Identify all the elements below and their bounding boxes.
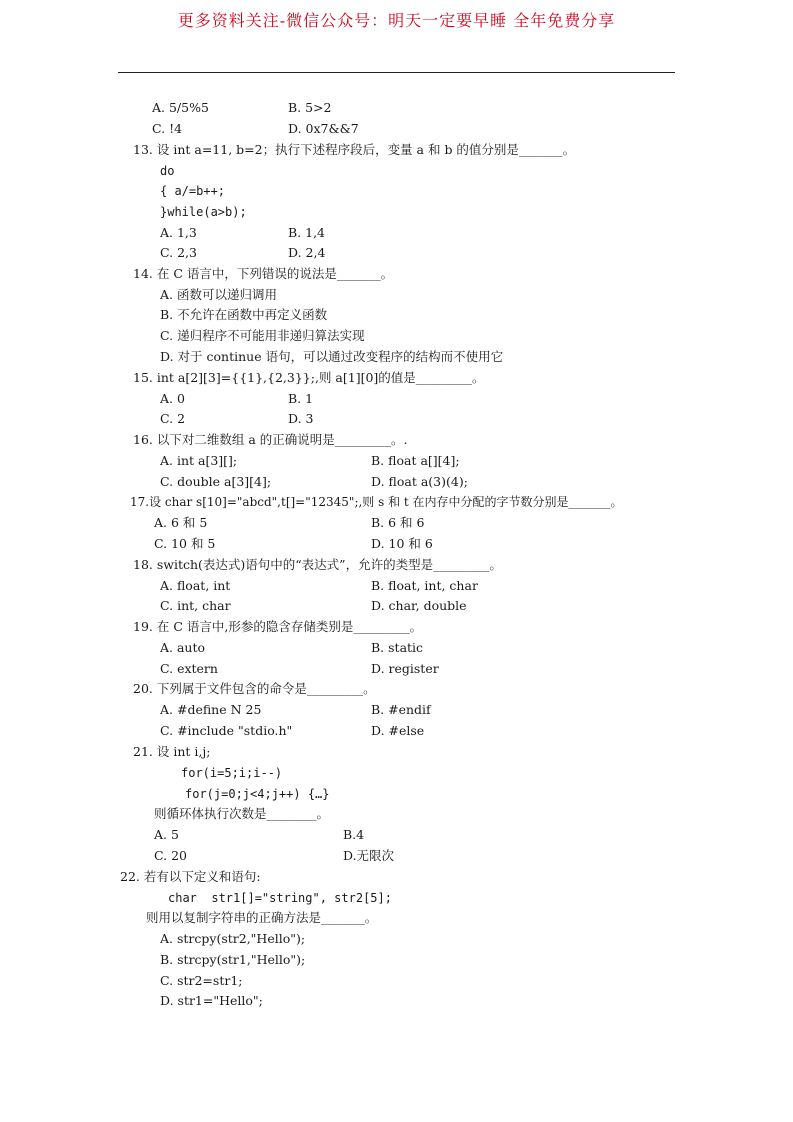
question-tail: 则用以复制字符串的正确方法是_______。 — [146, 910, 378, 925]
option-c: C. str2=str1; — [160, 973, 243, 988]
option-d: D. 2,4 — [288, 245, 326, 260]
option-a: A. int a[3][]; — [160, 453, 238, 468]
code-line: for(i=5;i;i--) — [181, 766, 283, 780]
question-stem: 18. switch(表达式)语句中的“表达式”，允许的类型是_________。 — [133, 557, 502, 572]
code-line: do — [160, 164, 175, 178]
code-line: { a/=b++; — [160, 184, 226, 198]
code-line: }while(a>b); — [160, 205, 247, 219]
option-b: B. 6 和 6 — [371, 515, 425, 530]
option-b: B.4 — [343, 827, 365, 842]
option-a: A. strcpy(str2,"Hello"); — [160, 931, 306, 946]
option-c: C. double a[3][4]; — [160, 474, 272, 489]
option-d: D.无限次 — [343, 848, 395, 863]
question-stem: 16. 以下对二维数组 a 的正确说明是_________。. — [133, 432, 408, 447]
question-stem: 21. 设 int i,j; — [133, 744, 211, 759]
option-a: A. 6 和 5 — [154, 515, 208, 530]
question-stem: 14. 在 C 语言中，下列错误的说法是_______。 — [133, 266, 394, 281]
option-a: A. 函数可以递归调用 — [160, 287, 277, 302]
header-divider — [118, 72, 675, 73]
option-c: C. 递归程序不可能用非递归算法实现 — [160, 328, 365, 343]
option-c: C. 10 和 5 — [154, 536, 216, 551]
option-b: B. strcpy(str1,"Hello"); — [160, 952, 306, 967]
option-b: B. 1 — [288, 391, 314, 406]
option-d: D. 10 和 6 — [371, 536, 433, 551]
option-d: D. char, double — [371, 598, 467, 613]
option-a: A. 0 — [160, 391, 185, 406]
option-d: D. str1="Hello"; — [160, 993, 263, 1008]
option-d: D. 0x7&&7 — [288, 121, 359, 136]
option-a: A. auto — [160, 640, 206, 655]
option-a: A. 1,3 — [160, 225, 197, 240]
question-stem: 15. int a[2][3]={{1},{2,3}};,则 a[1][0]的值是_________。 — [133, 370, 485, 385]
question-stem: 19. 在 C 语言中,形参的隐含存储类别是_________。 — [133, 619, 423, 634]
option-c: C. 20 — [154, 848, 187, 863]
option-b: B. static — [371, 640, 424, 655]
option-b: B. 不允许在函数中再定义函数 — [160, 307, 328, 322]
option-a: A. 5 — [154, 827, 179, 842]
option-b: B. 5>2 — [288, 100, 332, 115]
option-d: D. float a(3)(4); — [371, 474, 468, 489]
option-c: C. int, char — [160, 598, 231, 613]
option-b: B. #endif — [371, 702, 431, 717]
option-d: D. #else — [371, 723, 425, 738]
option-d: D. 对于 continue 语句，可以通过改变程序的结构而不使用它 — [160, 349, 504, 364]
question-stem: 20. 下列属于文件包含的命令是_________。 — [133, 681, 376, 696]
option-b: B. float a[][4]; — [371, 453, 460, 468]
option-c: C. #include "stdio.h" — [160, 723, 293, 738]
option-b: B. 1,4 — [288, 225, 326, 240]
code-line: for(j=0;j<4;j++) {…} — [185, 787, 330, 801]
option-a: A. #define N 25 — [160, 702, 262, 717]
header-banner: 更多资料关注-微信公众号：明天一定要早睡 全年免费分享 — [177, 11, 616, 30]
option-c: C. !4 — [152, 121, 183, 136]
option-d: D. register — [371, 661, 439, 676]
question-stem: 22. 若有以下定义和语句: — [120, 869, 261, 884]
option-c: C. 2 — [160, 411, 186, 426]
option-a: A. float, int — [160, 578, 231, 593]
code-line: char str1[]="string", str2[5]; — [168, 891, 392, 905]
option-a: A. 5/5%5 — [152, 100, 209, 115]
option-c: C. extern — [160, 661, 218, 676]
option-d: D. 3 — [288, 411, 314, 426]
option-c: C. 2,3 — [160, 245, 197, 260]
question-stem: 17.设 char s[10]="abcd",t[]="12345";,则 s 和 t 在内存中分配的字节数分别是_______。 — [130, 495, 623, 509]
option-b: B. float, int, char — [371, 578, 478, 593]
question-tail: 则循环体执行次数是________。 — [154, 806, 330, 821]
question-stem: 13. 设 int a=11, b=2；执行下述程序段后，变量 a 和 b 的值分别是_______。 — [133, 142, 576, 157]
